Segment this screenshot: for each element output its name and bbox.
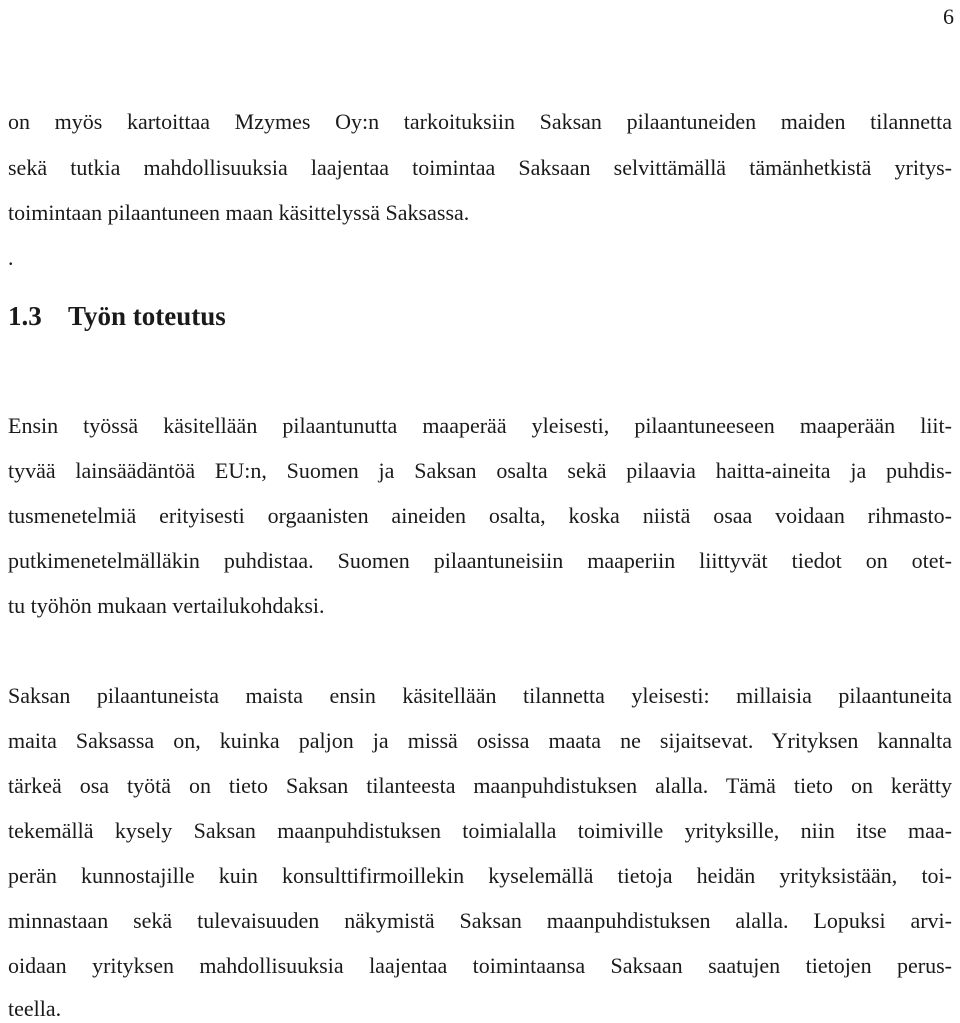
text-line: sekä tutkia mahdollisuuksia laajentaa toimintaa Saksaan selvittämällä tämänhetkistä yritys- bbox=[8, 155, 952, 180]
text-line: tyvää lainsäädäntöä EU:n, Suomen ja Saksan osalta sekä pilaavia haitta-aineita ja puhdis- bbox=[8, 458, 952, 483]
text-line: tusmenetelmiä erityisesti orgaanisten aineiden osalta, koska niistä osaa voidaan rihmasto- bbox=[8, 503, 952, 528]
text-line: Saksan pilaantuneista maista ensin käsitellään tilannetta yleisesti: millaisia pilaantuneita bbox=[8, 683, 952, 708]
text-line: oidaan yrityksen mahdollisuuksia laajentaa toimintaansa Saksaan saatujen tietojen perus- bbox=[8, 953, 952, 978]
text-line: teella. bbox=[8, 996, 62, 1021]
text-line: minnastaan sekä tulevaisuuden näkymistä Saksan maanpuhdistuksen alalla. Lopuksi arvi- bbox=[8, 908, 952, 933]
text-line: Ensin työssä käsitellään pilaantunutta maaperää yleisesti, pilaantuneeseen maaperään liit- bbox=[8, 413, 952, 438]
text-line: on myös kartoittaa Mzymes Oy:n tarkoituksiin Saksan pilaantuneiden maiden tilannetta bbox=[8, 109, 952, 134]
page-number: 6 bbox=[943, 4, 954, 29]
section-title: Työn toteutus bbox=[68, 301, 226, 331]
text-line: putkimenetelmälläkin puhdistaa. Suomen pilaantuneisiin maaperiin liittyvät tiedot on otet- bbox=[8, 548, 952, 573]
section-number: 1.3 bbox=[8, 301, 42, 331]
text-line: perän kunnostajille kuin konsulttifirmoillekin kyselemällä tietoja heidän yrityksistään, toi- bbox=[8, 863, 952, 888]
section-heading bbox=[8, 298, 226, 334]
text-line: . bbox=[8, 245, 14, 270]
text-line: maita Saksassa on, kuinka paljon ja missä osissa maata ne sijaitsevat. Yrityksen kannalta bbox=[8, 728, 952, 753]
text-line: toimintaan pilaantuneen maan käsittelyssä Saksassa. bbox=[8, 200, 470, 225]
text-line: tu työhön mukaan vertailukohdaksi. bbox=[8, 593, 325, 618]
text-line: tekemällä kysely Saksan maanpuhdistuksen toimialalla toimiville yrityksille, niin itse maa- bbox=[8, 818, 952, 843]
text-line: tärkeä osa työtä on tieto Saksan tilanteesta maanpuhdistuksen alalla. Tämä tieto on kerätty bbox=[8, 773, 952, 798]
